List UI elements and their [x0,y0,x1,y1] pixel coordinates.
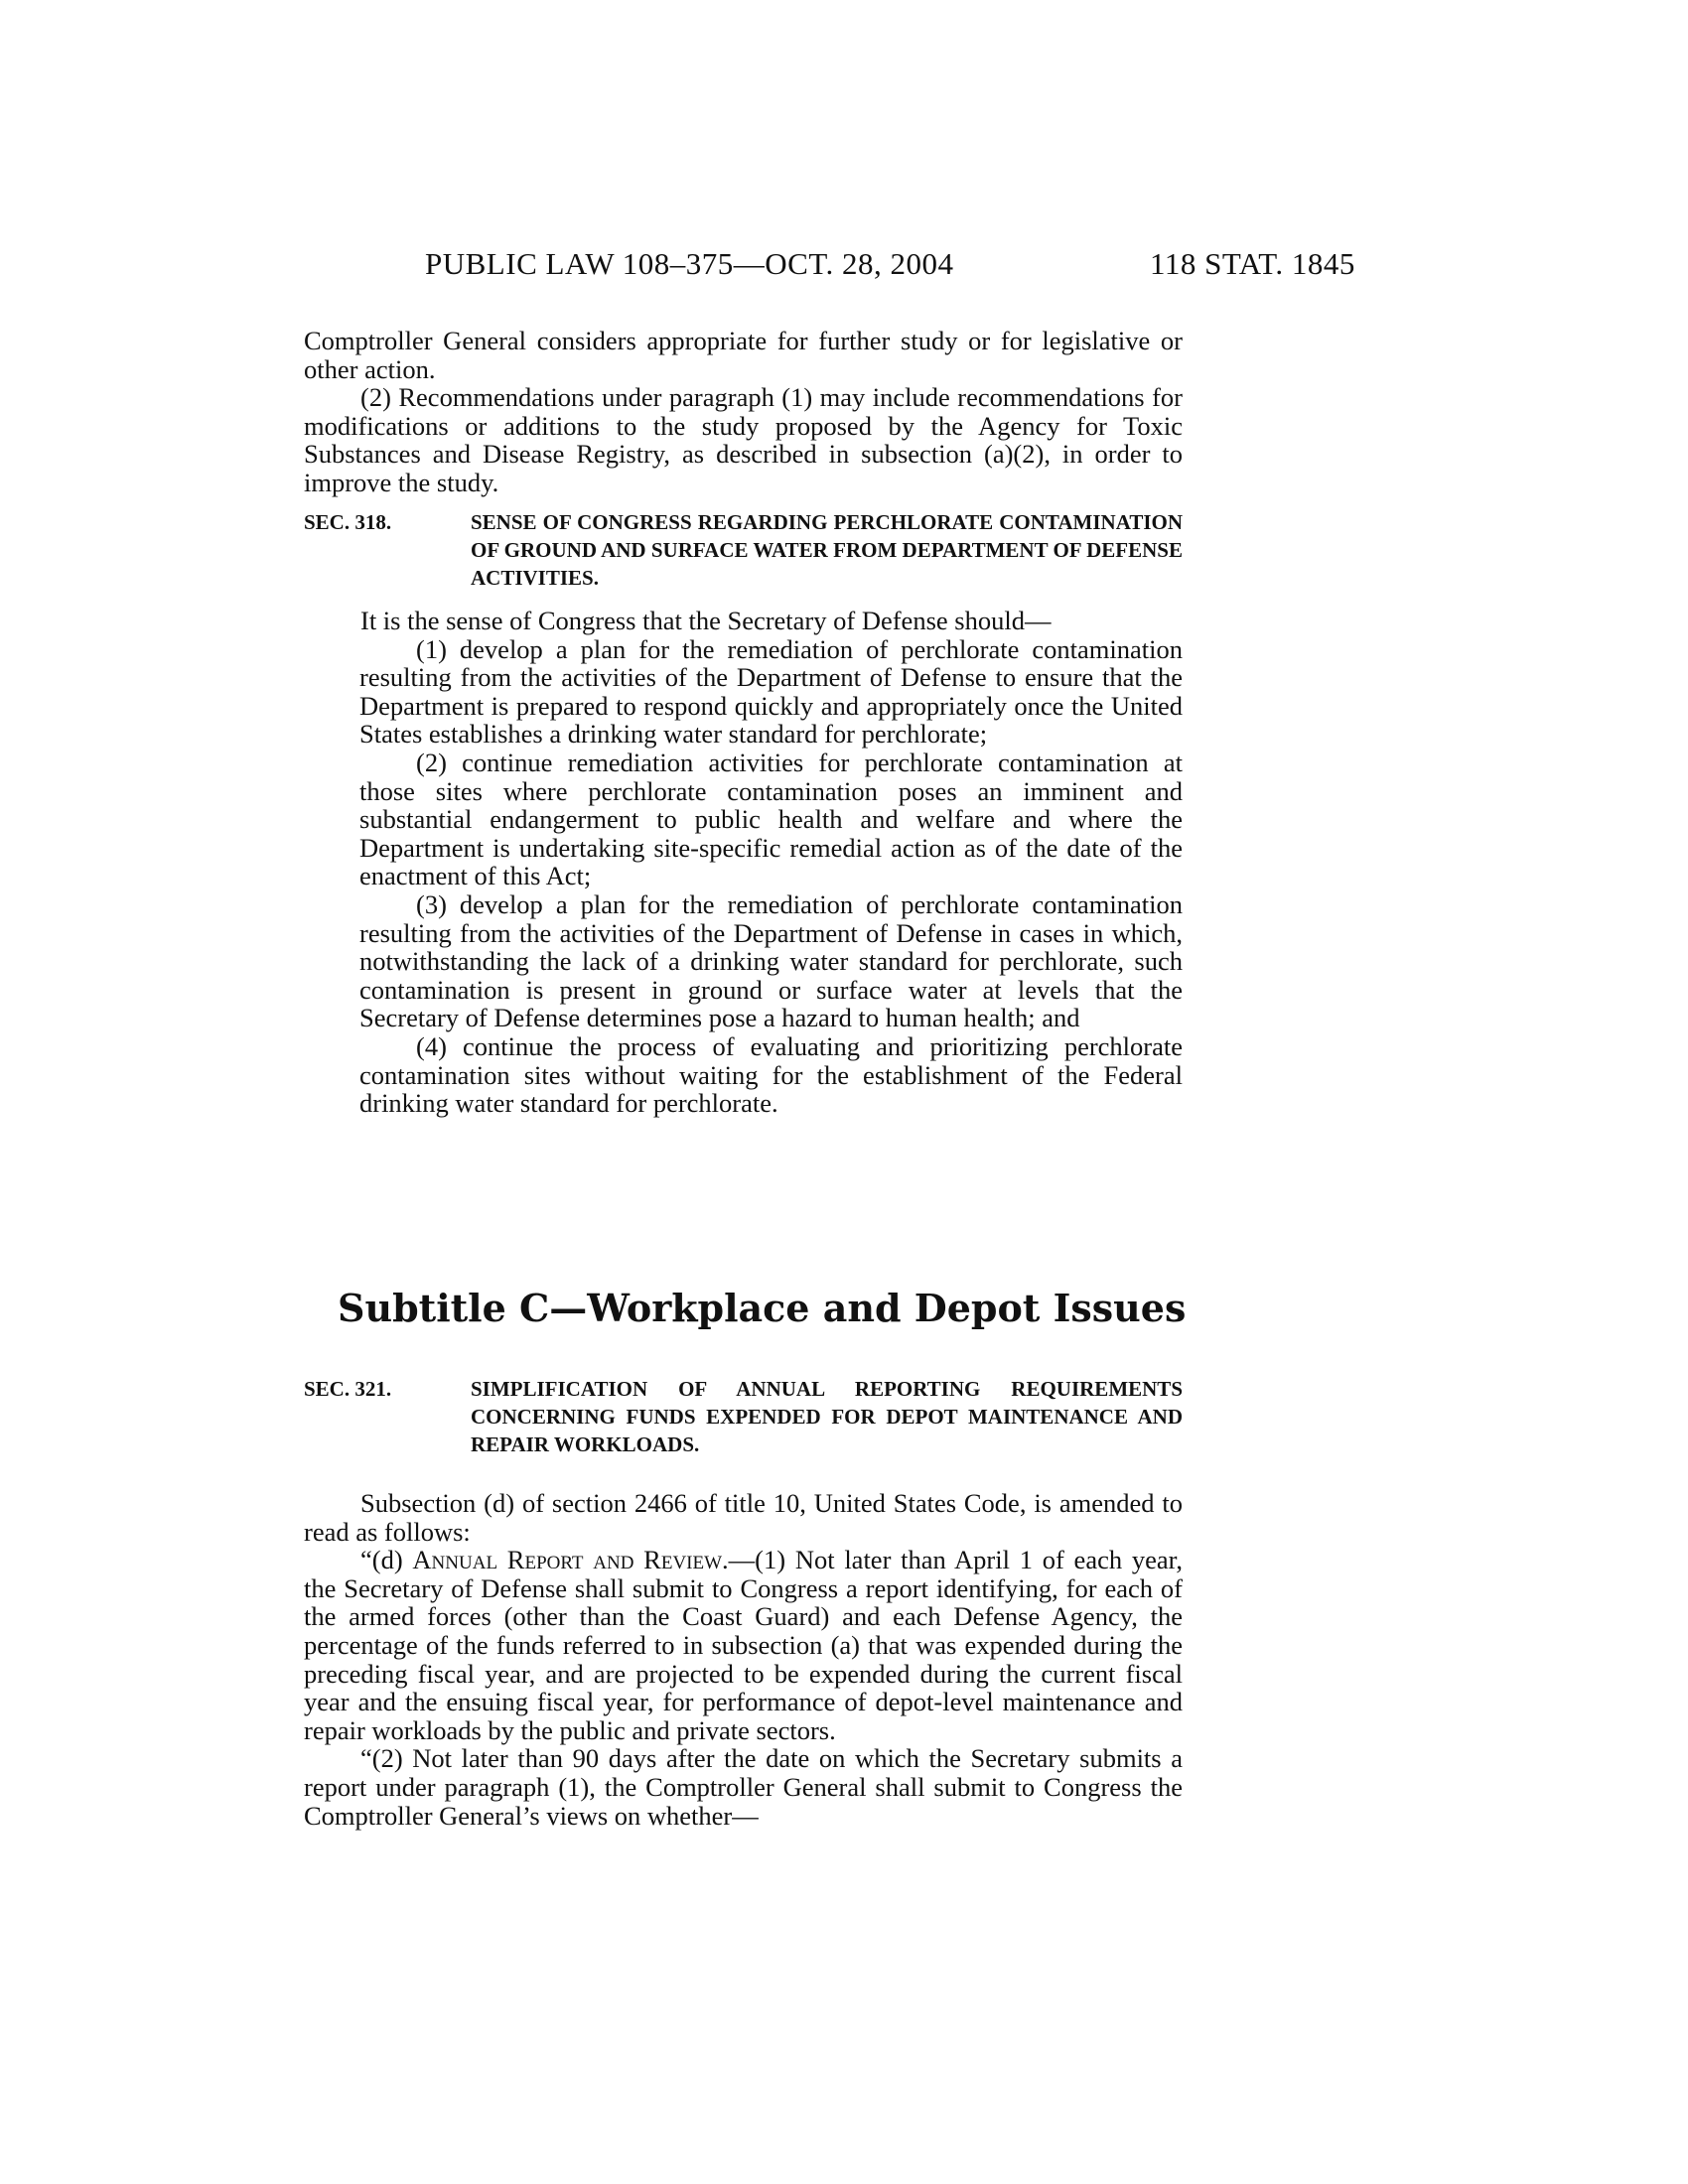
section-318-title: SENSE OF CONGRESS REGARDING PERCHLORATE CONTAMINATION OF GROUND AND SURFACE WATER FROM DEPARTMENT OF DEFENSE ACTIVITIES. [471,510,1183,590]
section-318-number: SEC. 318. [304,510,392,534]
section-318-item-3: (3) develop a plan for the remediation of perchlorate contamination resulting from the activities of the Department of Defense in cases in which, notwithstanding the lack of a drinking water standard for perchlorate, such contamination is present in ground or surface water at levels that the Secretary of Defense determines pose a hazard to human health; and [359,888,1183,1033]
section-321-intro: Subsection (d) of section 2466 of title 10, United States Code, is amended to read as follows: [304,1488,1183,1547]
section-318-body [304,607,1183,1118]
subsection-d-paragraph-2: “(2) Not later than 90 days after the date on which the Secretary submits a report under paragraph (1), the Comptroller General shall submit to Congress the Comptroller General’s views on whether— [304,1743,1183,1831]
section-321-heading [304,1375,1183,1458]
section-321 [304,1375,1183,1458]
recommendations-paragraph: (2) Recommendations under paragraph (1) may include recommendations for modifications or additions to the study proposed by the Agency for Toxic Substances and Disease Registry, as described in subsection (a)(2), in order to improve the study. [304,382,1183,497]
section-318-heading [304,508,1183,592]
subtitle-heading: Subtitle C—Workplace and Depot Issues [338,1286,1187,1330]
section-321-number: SEC. 321. [304,1377,392,1401]
section-321-title: SIMPLIFICATION OF ANNUAL REPORTING REQUIREMENTS CONCERNING FUNDS EXPENDED FOR DEPOT MAINTENANCE AND REPAIR WORKLOADS. [471,1377,1183,1456]
statute-reference: 118 STAT. 1845 [1150,246,1355,281]
section-318-intro: It is the sense of Congress that the Secretary of Defense should— [360,606,1052,635]
subsection-d-paragraph [304,1546,1183,1744]
running-head: PUBLIC LAW 108–375—OCT. 28, 2004 [425,246,954,281]
section-318-item-2: (2) continue remediation activities for perchlorate contamination at those sites where perchlorate contamination poses an imminent and substantial endangerment to public health and welfare and where the Department is undertaking site-specific remedial action as of the date of the enactment of this Act; [359,747,1183,891]
section-318-item-1: (1) develop a plan for the remediation of perchlorate contamination resulting from the activities of the Department of Defense to ensure that the Department is prepared to respond quickly and appropriately once the United States establishes a drinking water standard for perchlorate; [359,633,1183,750]
section-318-item-4: (4) continue the process of evaluating and prioritizing perchlorate contamination sites without waiting for the establishment of the Federal drinking water standard for perchlorate. [359,1030,1183,1119]
continuation-paragraph: Comptroller General considers appropriate for further study or for legislative or other action. [304,326,1183,384]
subsection-d-open: “(d) [360,1545,413,1575]
continuation-block [304,327,1183,497]
subsection-d-caption: Annual Report and Review. [412,1545,729,1575]
section-318 [304,508,1183,592]
subsection-d-text: —(1) Not later than April 1 of each year, the Secretary of Defense shall submit to Congress a report identifying, for each of the armed forces (other than the Coast Guard) and each Defense Agency, the percentage of the funds referred to in subsection (a) that was expended during the preceding fiscal year, and are projected to be expended during the current fiscal year and the ensuing fiscal year, for performance of depot-level maintenance and repair workloads by the public and private sectors. [304,1545,1183,1745]
section-321-body [304,1489,1183,1830]
